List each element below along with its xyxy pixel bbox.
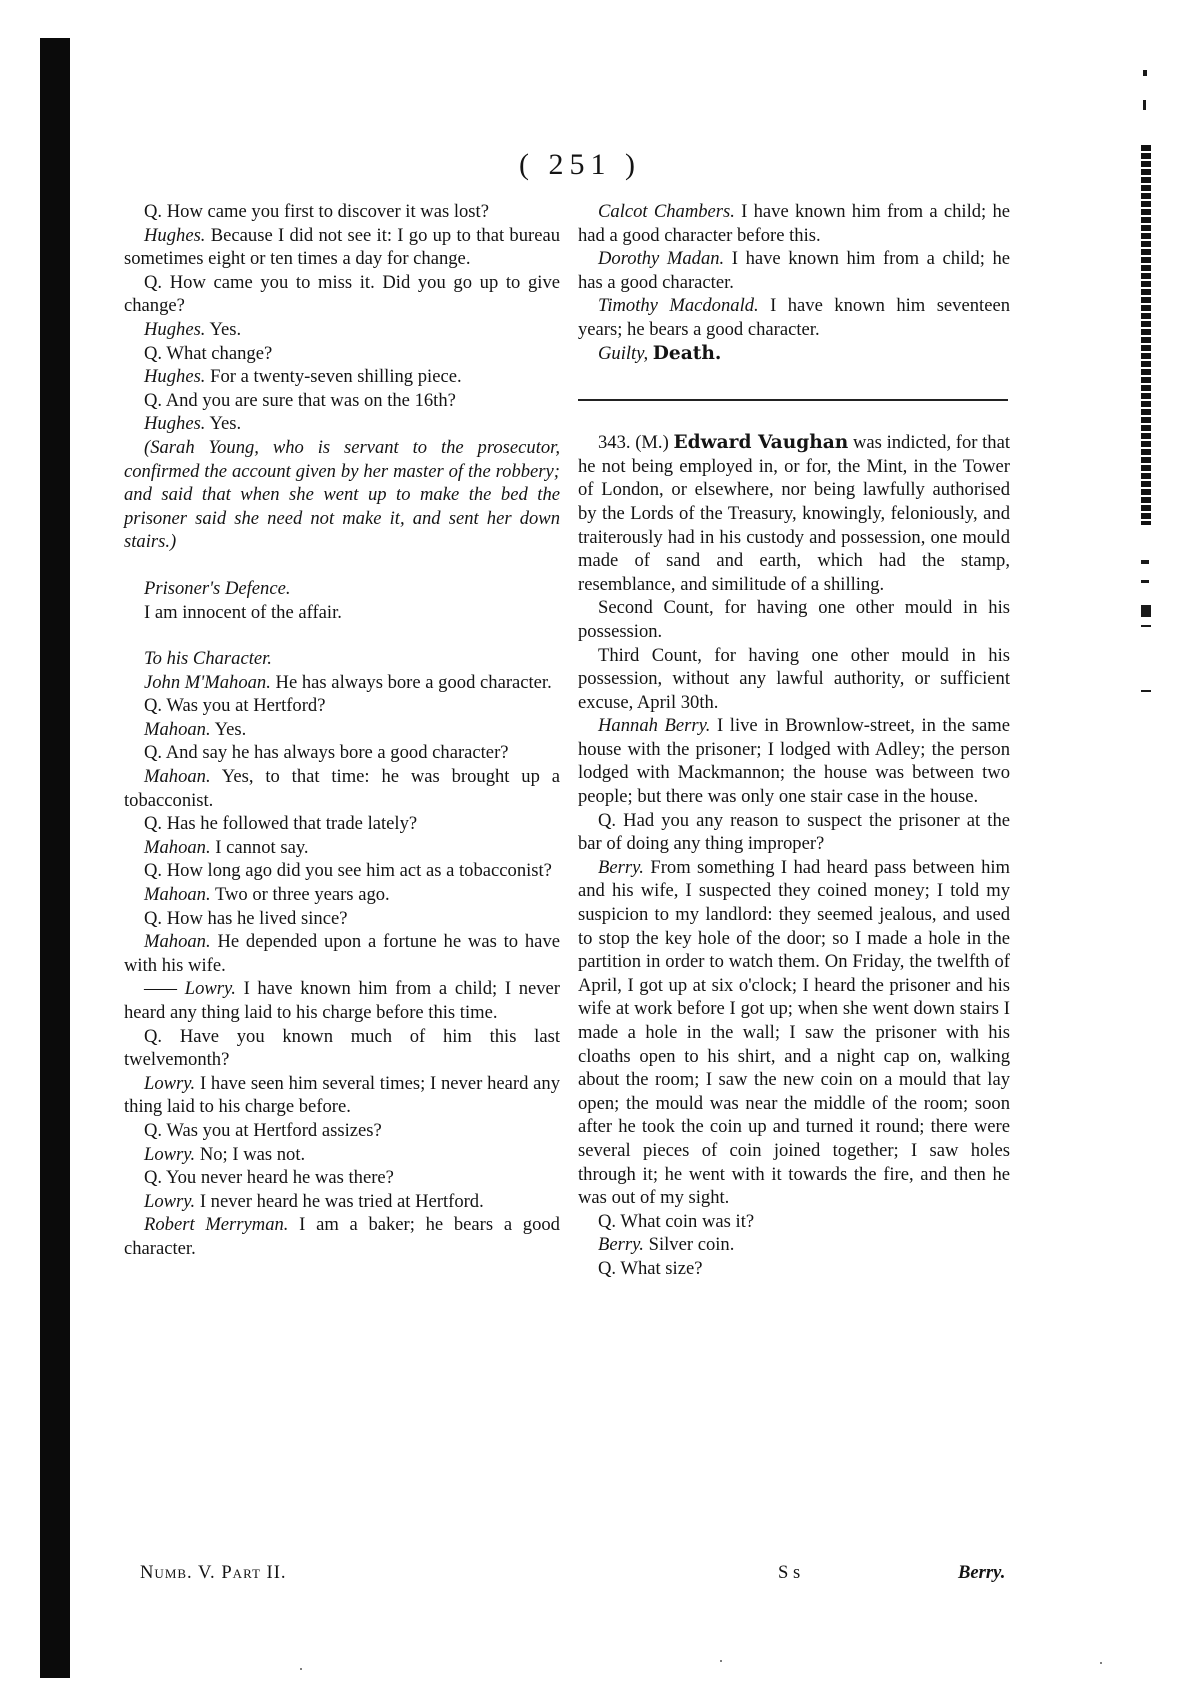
- testimony-line: [124, 1119, 560, 1143]
- speaker-name: Mahoan.: [144, 718, 211, 740]
- page-number: ( 251 ): [519, 148, 641, 181]
- testimony-line: [124, 342, 560, 366]
- testimony-line: [578, 714, 1010, 808]
- question-marker: Q.: [598, 809, 617, 831]
- testimony-line: [124, 200, 560, 224]
- speaker-name: Mahoan.: [144, 836, 211, 858]
- testimony-line: [124, 859, 560, 883]
- speaker-name: Mahoan.: [144, 884, 211, 906]
- testimony-line: [124, 907, 560, 931]
- line-text: I cannot say.: [215, 836, 309, 858]
- speaker-name: Berry.: [598, 1234, 644, 1256]
- testimony-line: [124, 224, 560, 271]
- line-text: And say he has always bore a good character?: [165, 742, 509, 764]
- question-marker: Q.: [144, 695, 163, 717]
- testimony-line: [124, 1213, 560, 1260]
- line-text: Yes, to that time: he was brought up a tobacconist.: [124, 766, 560, 811]
- speaker-name: Hughes.: [144, 366, 206, 388]
- question-marker: Q.: [144, 389, 163, 411]
- speaker-name: —— Lowry.: [144, 978, 236, 1000]
- testimony-line: [578, 1210, 1010, 1234]
- line-text: How came you first to discover it was lost?: [166, 201, 489, 222]
- question-marker: Q.: [598, 1257, 617, 1279]
- case-indictment: [578, 431, 1010, 596]
- testimony-line: [124, 365, 560, 389]
- case-text: was indicted, for that he not being employed in, or for, the Mint, in the Tower of London, or elsewhere, nor being lawfully authorised by the Lords of the Treasury, knowingly, feloniously, and traiterously had in his custody and possession, one mould made of sand and earth, which had the stamp, resemblance, and similitude of a shilling.: [578, 432, 1010, 595]
- testimony-line: [124, 812, 560, 836]
- verdict: [578, 342, 1010, 366]
- line-text: Silver coin.: [648, 1234, 735, 1256]
- left-testimony: [124, 200, 560, 436]
- testimony-line: [124, 977, 560, 1024]
- speaker-name: Robert Merryman.: [144, 1214, 289, 1236]
- line-text: What size?: [620, 1257, 703, 1279]
- scan-speck: [1100, 1662, 1102, 1664]
- speaker-name: Hannah Berry.: [598, 715, 711, 737]
- line-text: From something I had heard pass between him and his wife, I suspected they coined money; I told my suspicion to my landlord: they seemed jealous, and used to stop the key hole of the door; so I made a hole in the partition in order to watch them. On Friday, the twelfth of April, I got up at six o'clock; I heard the prisoner and his wife at work before I got up; when she went down stairs I made a hole in the wall; I saw the prisoner with his cloaths open to his shirt, and a night cap on, walking about the room; I saw the new coin on a mould that lay open; the mould was near the middle of the room; soon after he took the coin up and turned it round; there were several pieces of coin joined together; I saw holes through it; he went with it towards the fire, and then he was out of my sight.: [578, 856, 1010, 1209]
- case-name: Edward Vaughan: [673, 432, 849, 454]
- line-text: He depended upon a fortune he was to have with his wife.: [124, 931, 560, 976]
- speaker-name: Berry.: [598, 856, 644, 878]
- line-text: I have known him from a child; he has a good character.: [578, 248, 1010, 293]
- speaker-name: Lowry.: [144, 1190, 196, 1212]
- testimony-line: [124, 930, 560, 977]
- footer-signature: S s: [778, 1562, 801, 1583]
- left-note: (Sarah Young, who is servant to the prosecutor, confirmed the account given by her master of the robbery; and said that when she went up to make the bed the prisoner said she need not make it, and sent her down stairs.): [124, 436, 560, 553]
- speaker-name: John M'Mahoan.: [144, 671, 271, 693]
- line-text: I have seen him several times; I never heard any thing laid to his charge before.: [124, 1072, 561, 1118]
- line-text: I never heard he was tried at Hertford.: [199, 1190, 484, 1212]
- testimony-line: [124, 412, 560, 436]
- speaker-name: Mahoan.: [144, 931, 211, 953]
- speaker-name: Hughes.: [144, 224, 206, 246]
- line-text: Have you known much of him this last twelvemonth?: [124, 1025, 561, 1071]
- testimony-line: [124, 671, 560, 695]
- testimony-line: [578, 200, 1010, 247]
- speaker-name: Hughes.: [144, 318, 206, 340]
- scan-speck: [300, 1668, 302, 1670]
- character-heading: To his Character.: [144, 648, 272, 670]
- line-text: I am a baker; he bears a good character.: [124, 1214, 560, 1259]
- berry-testimony: [578, 714, 1010, 1280]
- testimony-line: [124, 883, 560, 907]
- speaker-name: Hughes.: [144, 413, 206, 435]
- footer-catchword: Berry.: [958, 1562, 1006, 1583]
- line-text: How long ago did you see him act as a tobacconist?: [166, 860, 552, 882]
- testimony-line: [578, 1233, 1010, 1257]
- testimony-line: [124, 1143, 560, 1167]
- line-text: I have known him seventeen years; he bears a good character.: [578, 295, 1010, 340]
- testimony-line: [124, 741, 560, 765]
- speaker-name: Timothy Macdonald.: [598, 295, 759, 317]
- testimony-line: [124, 765, 560, 812]
- speaker-name: Lowry.: [144, 1072, 196, 1094]
- line-text: How has he lived since?: [166, 907, 348, 929]
- line-text: I live in Brownlow-street, in the same house with the prisoner; I lodged with Adley; the person lodged with Mackmannon; the house was between two people; but there was only one stair case in the house.: [578, 715, 1010, 808]
- line-text: How came you to miss it. Did you go up to give change?: [124, 271, 560, 317]
- question-marker: Q.: [144, 1167, 163, 1189]
- speaker-name: Mahoan.: [144, 766, 211, 788]
- defence-text: I am innocent of the affair.: [144, 601, 342, 623]
- character-witnesses: [578, 200, 1010, 342]
- line-text: Was you at Hertford?: [166, 695, 326, 717]
- speaker-name: Dorothy Madan.: [598, 248, 725, 270]
- defence-heading: Prisoner's Defence.: [144, 577, 291, 599]
- testimony-line: [124, 694, 560, 718]
- line-text: Yes.: [209, 413, 242, 435]
- scan-margin-marks: [1135, 60, 1175, 760]
- right-column: [578, 200, 1010, 1281]
- testimony-line: [124, 1025, 560, 1072]
- question-marker: Q.: [144, 813, 163, 835]
- testimony-line: [124, 836, 560, 860]
- question-marker: Q.: [144, 201, 163, 222]
- section-rule: [578, 399, 1008, 401]
- question-marker: Q.: [598, 1210, 617, 1232]
- question-marker: Q.: [144, 1119, 163, 1141]
- count-second: Second Count, for having one other mould in his possession.: [578, 597, 1010, 642]
- question-marker: Q.: [144, 342, 163, 364]
- count-third: Third Count, for having one other mould in his possession, without any lawful authority, or sufficient excuse, April 30th.: [578, 644, 1010, 713]
- line-text: I have known him from a child; he had a good character before this.: [578, 201, 1010, 246]
- testimony-line: [124, 389, 560, 413]
- line-text: What coin was it?: [620, 1210, 755, 1232]
- line-text: No; I was not.: [199, 1143, 306, 1165]
- line-text: Two or three years ago.: [214, 884, 390, 906]
- line-text: And you are sure that was on the 16th?: [165, 389, 456, 411]
- testimony-line: [124, 718, 560, 742]
- testimony-line: [578, 294, 1010, 341]
- testimony-line: [124, 271, 560, 318]
- speaker-name: Calcot Chambers.: [598, 201, 735, 222]
- question-marker: Q.: [144, 907, 163, 929]
- testimony-line: [578, 856, 1010, 1210]
- line-text: I have known him from a child; I never heard any thing laid to his charge before this time.: [124, 978, 560, 1023]
- scan-speck: [720, 1660, 722, 1662]
- left-column: [124, 200, 560, 1261]
- line-text: Because I did not see it: I go up to that bureau sometimes eight or ten times a day for change.: [124, 224, 560, 270]
- verdict-word: Death.: [652, 342, 722, 364]
- line-text: He has always bore a good character.: [275, 671, 552, 693]
- question-marker: Q.: [144, 1025, 163, 1047]
- line-text: Yes.: [209, 318, 242, 340]
- speaker-name: Lowry.: [144, 1143, 196, 1165]
- testimony-line: [124, 1190, 560, 1214]
- question-marker: Q.: [144, 271, 163, 293]
- line-text: What change?: [166, 342, 273, 364]
- verdict-label: Guilty,: [598, 342, 649, 364]
- testimony-line: [578, 1257, 1010, 1281]
- line-text: Was you at Hertford assizes?: [166, 1119, 382, 1141]
- testimony-line: [578, 809, 1010, 856]
- testimony-line: [124, 318, 560, 342]
- scan-edge-shadow: [40, 38, 70, 1678]
- testimony-line: [124, 1166, 560, 1190]
- line-text: Yes.: [214, 718, 247, 740]
- case-number: 343. (M.): [598, 432, 669, 454]
- footer-part: Numb. V. Part II.: [140, 1562, 287, 1583]
- line-text: Had you any reason to suspect the prisoner at the bar of doing any thing improper?: [578, 809, 1010, 855]
- line-text: For a twenty-seven shilling piece.: [210, 366, 462, 388]
- question-marker: Q.: [144, 742, 163, 764]
- testimony-line: [124, 1072, 560, 1119]
- line-text: Has he followed that trade lately?: [166, 813, 418, 835]
- question-marker: Q.: [144, 860, 163, 882]
- line-text: You never heard he was there?: [166, 1167, 394, 1189]
- testimony-line: [578, 247, 1010, 294]
- character-testimony: [124, 671, 560, 1261]
